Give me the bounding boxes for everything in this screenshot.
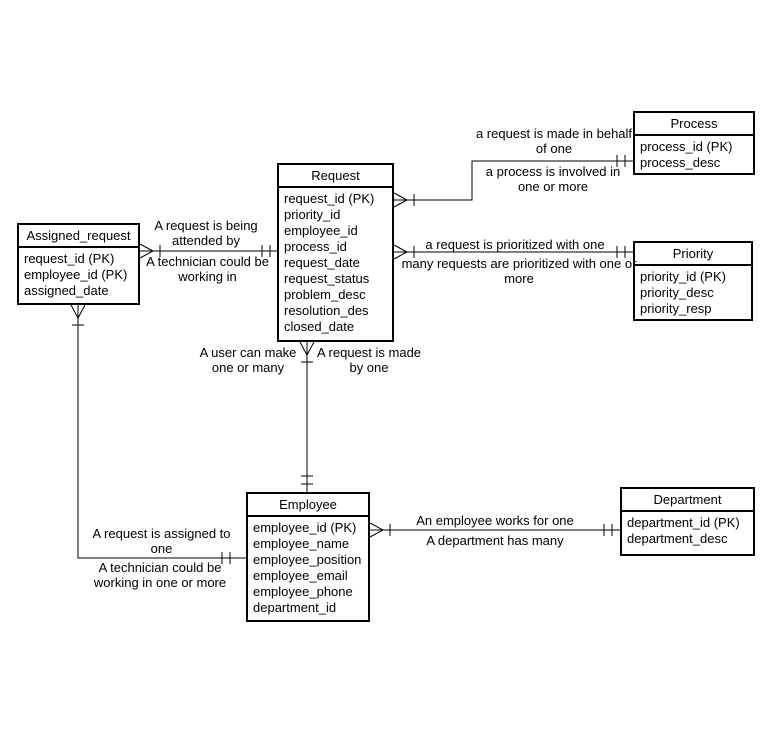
- relationship-label-attended-by: A request is being attended by: [154, 218, 258, 248]
- entity-field: request_id (PK): [24, 251, 115, 266]
- entity-field: request_date: [284, 255, 360, 270]
- relationship-label-technician-one-or-more: A technician could be working in one or more: [93, 560, 227, 590]
- entity-employee[interactable]: [246, 492, 370, 622]
- entity-request[interactable]: [277, 163, 394, 342]
- entity-field-list: [19, 248, 138, 301]
- entity-field: closed_date: [284, 319, 355, 334]
- entity-field: priority_id (PK): [640, 269, 726, 284]
- entity-field: priority_resp: [640, 301, 712, 316]
- relationship-label-prioritized-with-one: a request is prioritized with one: [425, 237, 605, 252]
- entity-field: employee_id (PK): [24, 267, 128, 282]
- entity-field-list: [635, 136, 753, 173]
- relationship-label-department-has-many: A department has many: [426, 533, 564, 548]
- relationship-label-employee-works-for-one: An employee works for one: [416, 513, 574, 528]
- entity-field: employee_name: [253, 536, 350, 551]
- entity-assigned-request[interactable]: [17, 223, 140, 305]
- entity-field-list: [279, 188, 392, 337]
- entity-department[interactable]: [620, 487, 755, 556]
- relationship-label-user-can-make: A user can make one or many: [199, 345, 297, 375]
- entity-field-list: [622, 512, 753, 549]
- entity-process[interactable]: [633, 111, 755, 175]
- entity-title: Request: [279, 165, 392, 188]
- entity-field: process_desc: [640, 155, 721, 170]
- relationship-label-technician-working: A technician could be working in: [146, 254, 269, 284]
- entity-field: employee_email: [253, 568, 348, 583]
- entity-field: resolution_des: [284, 303, 369, 318]
- entity-field: request_id (PK): [284, 191, 375, 206]
- relationship-label-process-involved: a process is involved in one or more: [485, 164, 621, 194]
- relationship-label-request-made-by-one: A request is made by one: [316, 345, 422, 375]
- entity-field: department_id: [253, 600, 337, 615]
- entity-title: Process: [635, 113, 753, 136]
- relationship-label-many-prioritized: many requests are prioritized with one or more: [401, 256, 637, 286]
- entity-field: request_status: [284, 271, 370, 286]
- entity-title: Department: [622, 489, 753, 512]
- entity-field: department_id (PK): [627, 515, 740, 530]
- entity-field: employee_id (PK): [253, 520, 357, 535]
- entity-field: employee_id: [284, 223, 358, 238]
- entity-field: priority_id: [284, 207, 341, 222]
- entity-field: department_desc: [627, 531, 728, 546]
- entity-field: process_id (PK): [640, 139, 733, 154]
- entity-priority[interactable]: [633, 241, 753, 321]
- entity-field: employee_phone: [253, 584, 353, 599]
- entity-title: Employee: [248, 494, 368, 517]
- entity-field: process_id: [284, 239, 347, 254]
- entity-field: assigned_date: [24, 283, 109, 298]
- relationship-label-made-in-behalf: a request is made in behalf of one: [475, 126, 633, 156]
- entity-field-list: [248, 517, 368, 618]
- entity-title: Priority: [635, 243, 751, 266]
- entity-field: priority_desc: [640, 285, 714, 300]
- entity-field: employee_position: [253, 552, 362, 567]
- entity-field: problem_desc: [284, 287, 366, 302]
- entity-title: Assigned_request: [19, 225, 138, 248]
- entity-field-list: [635, 266, 751, 319]
- relationship-label-assigned-to-one: A request is assigned to one: [92, 526, 231, 556]
